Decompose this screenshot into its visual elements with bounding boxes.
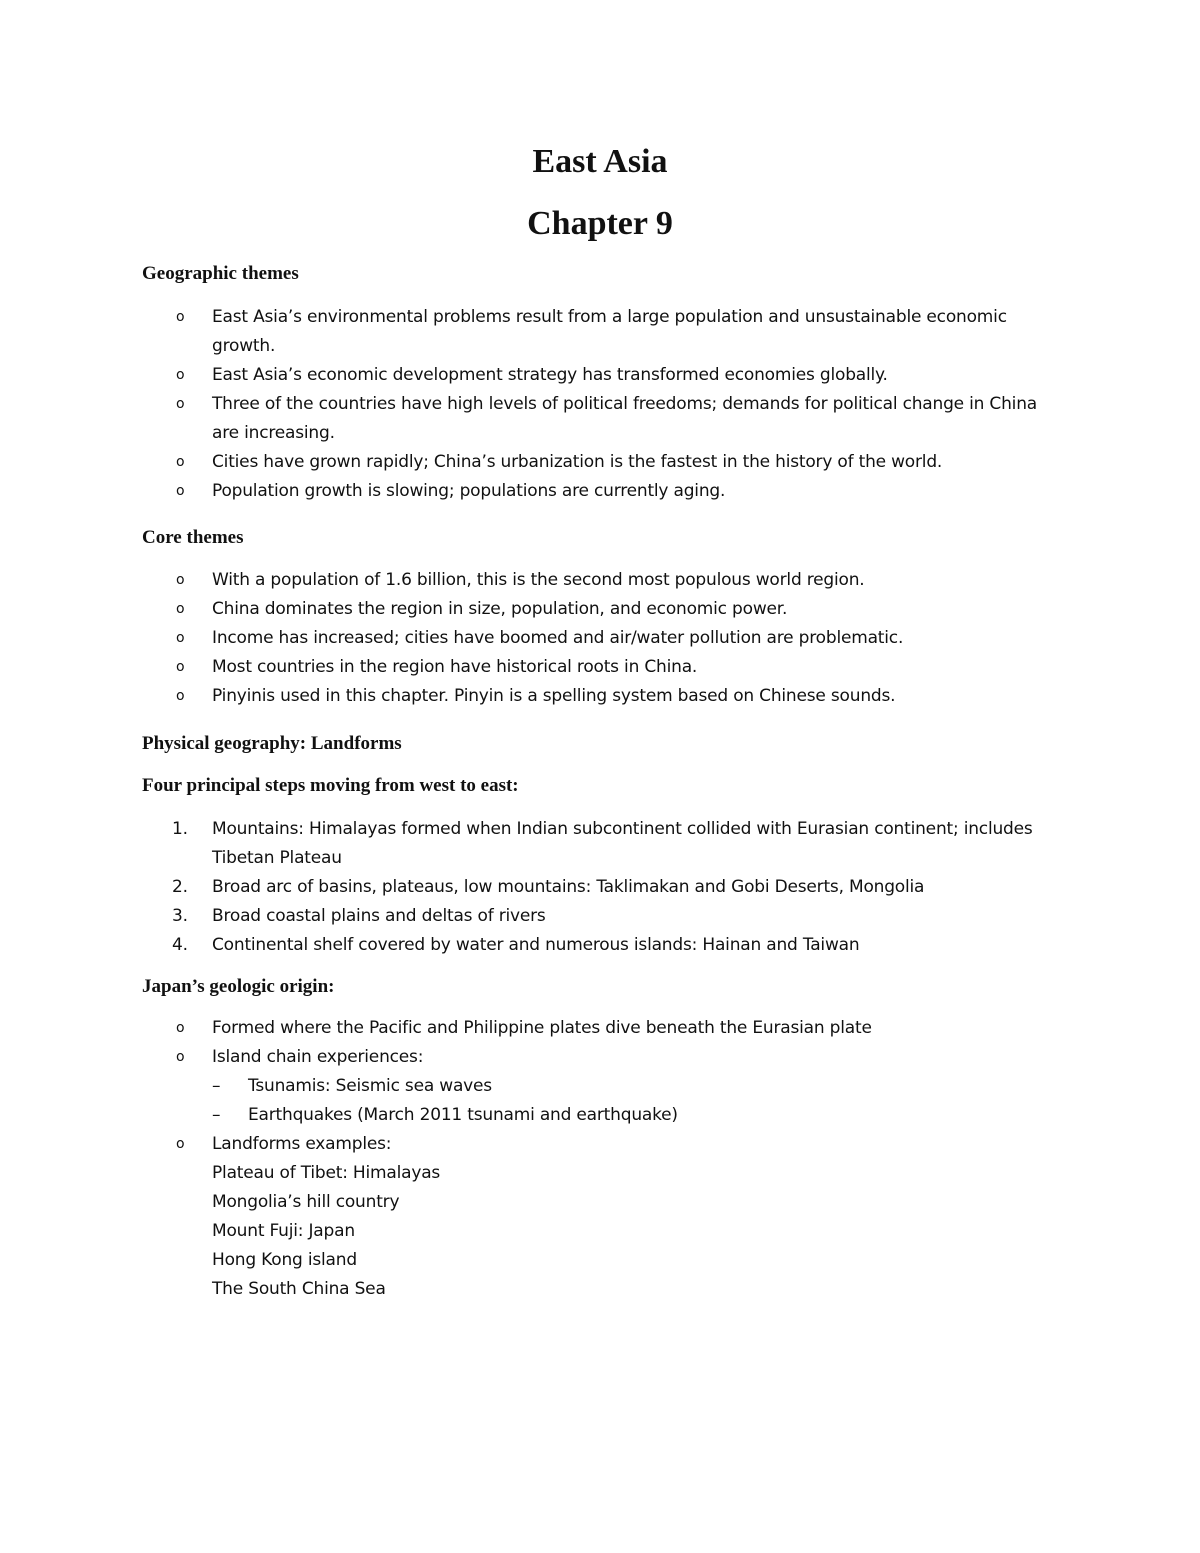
circle-bullet-icon: o bbox=[176, 396, 185, 412]
list-item: o Population growth is slowing; populations are currently aging. bbox=[0, 477, 1052, 506]
circle-bullet-icon: o bbox=[176, 601, 185, 617]
circle-bullet-icon: o bbox=[176, 1136, 185, 1152]
dash-bullet-icon: – bbox=[212, 1105, 221, 1125]
principal-steps-list bbox=[0, 815, 1200, 960]
example-line: Mount Fuji: Japan bbox=[212, 1221, 355, 1241]
section-heading-core: Core themes bbox=[142, 527, 244, 548]
example-line: Hong Kong island bbox=[212, 1250, 357, 1270]
circle-bullet-icon: o bbox=[176, 367, 185, 383]
list-item: – Tsunamis: Seismic sea waves bbox=[0, 1072, 1088, 1101]
island-chain-sublist bbox=[0, 1072, 1200, 1130]
core-themes-list bbox=[0, 566, 1200, 711]
circle-bullet-icon: o bbox=[176, 454, 185, 470]
dash-bullet-icon: – bbox=[212, 1076, 221, 1096]
japan-origin-list bbox=[0, 1014, 1200, 1072]
section-heading-japan: Japan’s geologic origin: bbox=[142, 976, 335, 997]
circle-bullet-icon: o bbox=[176, 483, 185, 499]
list-item: o Pinyinis used in this chapter. Pinyin is a spelling system based on Chinese sounds. bbox=[0, 682, 1052, 711]
document-subtitle: Chapter 9 bbox=[527, 205, 673, 242]
circle-bullet-icon: o bbox=[176, 688, 185, 704]
list-item: o East Asia’s environmental problems result from a large population and unsustainable economic growth. bbox=[0, 303, 1052, 361]
list-item: – Earthquakes (March 2011 tsunami and earthquake) bbox=[0, 1101, 1088, 1130]
list-item: o Cities have grown rapidly; China’s urbanization is the fastest in the history of the world. bbox=[0, 448, 1052, 477]
list-item: 3. Broad coastal plains and deltas of rivers bbox=[172, 906, 546, 926]
list-item: o With a population of 1.6 billion, this is the second most populous world region. bbox=[0, 566, 1052, 595]
landforms-examples-list bbox=[0, 1130, 1200, 1304]
list-item: 1. Mountains: Himalayas formed when Indian subcontinent collided with Eurasian continent; includes Tibetan Plateau bbox=[172, 819, 1033, 868]
list-item: o Three of the countries have high levels of political freedoms; demands for political change in China are increasing. bbox=[0, 390, 1052, 448]
geographic-themes-list bbox=[0, 303, 1200, 506]
example-line: Mongolia’s hill country bbox=[212, 1192, 400, 1212]
list-item: o Landforms examples: bbox=[0, 1130, 1052, 1159]
example-line: Plateau of Tibet: Himalayas bbox=[212, 1163, 441, 1183]
section-heading-geographic: Geographic themes bbox=[142, 263, 299, 284]
circle-bullet-icon: o bbox=[176, 1020, 185, 1036]
list-item: o China dominates the region in size, population, and economic power. bbox=[0, 595, 1052, 624]
example-line: The South China Sea bbox=[212, 1279, 386, 1299]
circle-bullet-icon: o bbox=[176, 572, 185, 588]
circle-bullet-icon: o bbox=[176, 630, 185, 646]
list-item: o Formed where the Pacific and Philippine plates dive beneath the Eurasian plate bbox=[0, 1014, 1052, 1043]
list-item: o East Asia’s economic development strategy has transformed economies globally. bbox=[0, 361, 1052, 390]
section-heading-physical: Physical geography: Landforms bbox=[142, 733, 402, 754]
list-item: o Island chain experiences: bbox=[0, 1043, 1052, 1072]
list-item: o Income has increased; cities have boomed and air/water pollution are problematic. bbox=[0, 624, 1052, 653]
list-item: 2. Broad arc of basins, plateaus, low mountains: Taklimakan and Gobi Deserts, Mongolia bbox=[172, 877, 925, 897]
circle-bullet-icon: o bbox=[176, 1049, 185, 1065]
list-item: o Most countries in the region have historical roots in China. bbox=[0, 653, 1052, 682]
document-title: East Asia bbox=[532, 143, 668, 180]
section-heading-steps: Four principal steps moving from west to east: bbox=[142, 775, 519, 796]
list-item: 4. Continental shelf covered by water and numerous islands: Hainan and Taiwan bbox=[172, 935, 860, 955]
circle-bullet-icon: o bbox=[176, 309, 185, 325]
circle-bullet-icon: o bbox=[176, 659, 185, 675]
